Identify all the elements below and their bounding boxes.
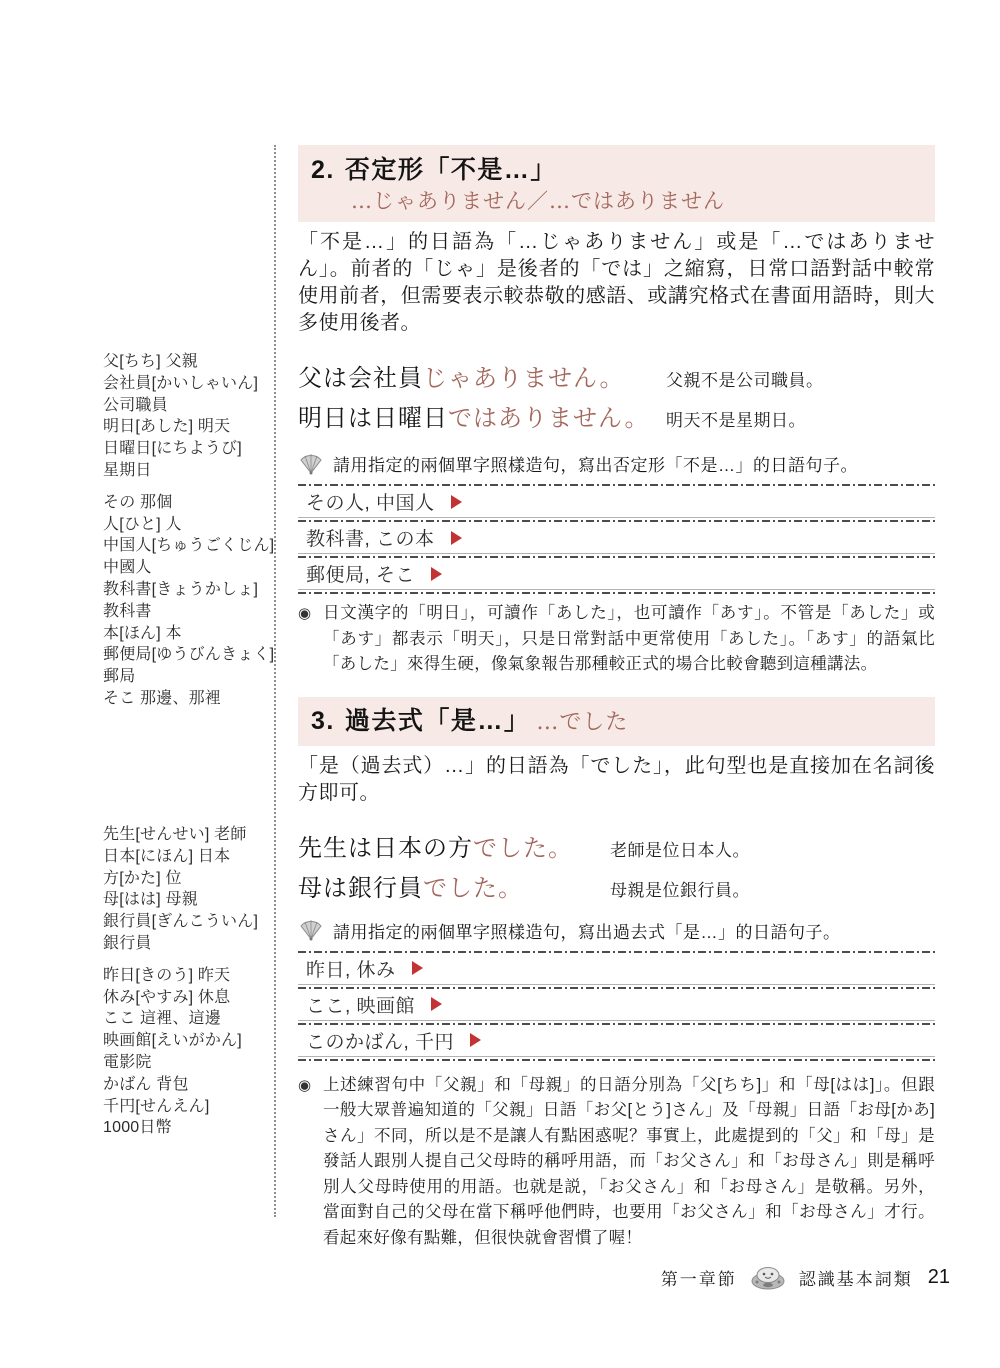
vocab-entry: 会社員[かいしゃいん] bbox=[103, 374, 259, 392]
vocab-entry: 郵便局[ゆうびんきょく] bbox=[103, 646, 275, 664]
vocab-entry: 日曜日[にちようび] bbox=[103, 440, 242, 458]
section-title: 否定形「不是…」 bbox=[344, 156, 557, 184]
example-sentence bbox=[298, 361, 935, 396]
section-body-text: 「不是…」的日語為「…じゃありません」或是「…ではありません」。前者的「じゃ」是後者的「では」之縮寫，日常口語對話中較常使用前者，但需要表示較恭敬的感語、或講究格式在書面用語時，則大多使用後者。 bbox=[298, 231, 935, 334]
vocab-entry: そこ 那邊、那裡 bbox=[103, 689, 222, 707]
answer-arrow-icon bbox=[451, 531, 462, 545]
vocab-entry: 映画館[えいがかん] bbox=[103, 1032, 242, 1050]
vocab-entry: 1000日幣 bbox=[103, 1119, 172, 1137]
example-translation: 父親不是公司職員。 bbox=[666, 371, 824, 390]
footer-section-title: 認識基本詞類 bbox=[798, 1269, 913, 1289]
note-bullet-icon: ◉ bbox=[298, 1076, 312, 1094]
vocab-entry: 中國人 bbox=[103, 559, 152, 577]
note-bullet-icon: ◉ bbox=[298, 605, 312, 622]
page-number: 21 bbox=[927, 1265, 950, 1288]
exercise-words: その人, 中国人 bbox=[306, 493, 435, 514]
vocab-entry: 日本[にほん] 日本 bbox=[103, 847, 231, 865]
answer-arrow-icon bbox=[470, 1033, 481, 1047]
vocab-sublist bbox=[103, 492, 279, 710]
section-number: 3. bbox=[311, 706, 335, 735]
vocab-sublist bbox=[103, 965, 279, 1139]
exercise-list bbox=[298, 951, 935, 1061]
vocab-entry: 銀行員[ぎんこういん] bbox=[103, 913, 259, 931]
footer-chapter: 第一章節 bbox=[660, 1269, 737, 1289]
vocab-entry: 公司職員 bbox=[103, 396, 168, 414]
exercise-row bbox=[298, 486, 935, 522]
vocab-entry: かばん 背包 bbox=[103, 1075, 189, 1093]
grammar-note bbox=[298, 601, 935, 678]
section-title-line bbox=[311, 705, 925, 739]
section-negative-form bbox=[298, 145, 935, 678]
section-header bbox=[298, 697, 935, 746]
section-number: 2. bbox=[311, 156, 335, 184]
answer-arrow-icon bbox=[431, 567, 442, 581]
section-subtitle-jp: …でした bbox=[536, 709, 629, 735]
vocab-entry: 先生[せんせい] 老師 bbox=[103, 826, 247, 843]
exercise-words: 昨日, 休み bbox=[306, 959, 396, 981]
example-jp: 母は銀行員 bbox=[298, 873, 423, 902]
exercise-row bbox=[298, 558, 935, 594]
vocab-entry: 千円[せんえん] bbox=[103, 1097, 210, 1115]
vocab-entry: 教科書 bbox=[103, 602, 152, 620]
exercise-prompt bbox=[298, 451, 935, 476]
exercise-prompt-text: 請用指定的兩個單字照樣造句，寫出過去式「是…」的日語句子。 bbox=[333, 922, 841, 942]
example-translation: 老師是位日本人。 bbox=[610, 840, 750, 860]
section-title-line bbox=[311, 154, 925, 186]
vocab-entry: 人[ひと] 人 bbox=[103, 515, 182, 533]
dashdot-separator bbox=[298, 1059, 935, 1061]
vocab-list-section2 bbox=[103, 351, 279, 710]
section-body-text: 「是（過去式）…」的日語為「でした」，此句型也是直接加在名詞後方即可。 bbox=[298, 754, 935, 804]
example-jp-highlight: でした。 bbox=[473, 833, 573, 862]
example-sentence bbox=[298, 871, 935, 906]
vocab-list-section3 bbox=[103, 824, 279, 1139]
example-jp: 先生は日本の方 bbox=[298, 833, 473, 862]
exercise-prompt bbox=[298, 918, 935, 943]
note-text: 日文漢字的「明日」，可讀作「あした」，也可讀作「あす」。不管是「あした」或「あす」都表示「明天」，只是日常對話中更常使用「あした」。「あす」的語氣比「あした」來得生硬，像氣象報告那種較正式的場合比較會聽到這種講法。 bbox=[323, 604, 935, 673]
example-translation: 明天不是星期日。 bbox=[666, 411, 806, 430]
note-text: 上述練習句中「父親」和「母親」的日語分別為「父[ちち]」和「母[はは]」。但跟一般大眾普遍知道的「父親」日語「お父[とう]さん」及「母親」日語「お母[かあ]さん」不同，所以是不是讓人有點困惑呢？事實上，此處提到的「父」和「母」是發話人跟別人提自己父母時的稱呼用語，而「お父さん」和「お母さん」則是稱呼別人父母時使用的用語。也就是説，「お父さん」和「お母さん」是敬稱。另外，當面對自己的父母在當下稱呼他們時，也要用「お父さん」和「お母さん」才行。看起來好像有點難，但很快就會習慣了喔！ bbox=[323, 1075, 935, 1247]
example-translation: 母親是位銀行員。 bbox=[610, 880, 750, 900]
example-jp-highlight: でした。 bbox=[423, 873, 523, 902]
vocab-entry: 星期日 bbox=[103, 461, 152, 479]
vocab-entry: ここ 這裡、這邊 bbox=[103, 1010, 222, 1028]
exercise-prompt-text: 請用指定的兩個單字照樣造句，寫出否定形「不是…」的日語句子。 bbox=[333, 456, 858, 475]
exercise-words: このかばん, 千円 bbox=[306, 1031, 455, 1053]
vertical-dotted-divider bbox=[274, 145, 276, 1217]
example-sentences bbox=[298, 361, 935, 436]
fan-icon bbox=[298, 918, 324, 942]
exercise-rows bbox=[298, 486, 935, 594]
answer-arrow-icon bbox=[412, 961, 423, 975]
vocab-entry: 教科書[きょうかしょ] bbox=[103, 580, 259, 598]
exercise-rows bbox=[298, 953, 935, 1061]
grammar-note bbox=[298, 1073, 935, 1252]
fan-icon bbox=[298, 452, 324, 476]
example-sentence bbox=[298, 831, 935, 866]
example-jp-highlight: ではありません。 bbox=[448, 404, 650, 432]
vocab-entry: 電影院 bbox=[103, 1053, 152, 1071]
example-jp-highlight: じゃありません。 bbox=[423, 364, 625, 392]
exercise-row bbox=[298, 522, 935, 558]
exercise-row bbox=[298, 953, 935, 989]
vocab-entry: 本[ほん] 本 bbox=[103, 624, 182, 642]
example-sentence bbox=[298, 401, 935, 436]
exercise-words: 教科書, この本 bbox=[306, 529, 435, 550]
page-footer bbox=[661, 1263, 950, 1291]
vocab-entry: 郵局 bbox=[103, 668, 136, 686]
vocab-entry: 明日[あした] 明天 bbox=[103, 418, 231, 436]
example-jp: 父は会社員 bbox=[298, 364, 423, 392]
exercise-row bbox=[298, 1025, 935, 1061]
section-past-tense bbox=[298, 697, 935, 1252]
dashdot-separator bbox=[298, 592, 935, 594]
example-sentences bbox=[298, 831, 935, 906]
exercise-list bbox=[298, 484, 935, 594]
exercise-words: 郵便局, そこ bbox=[306, 565, 416, 586]
answer-arrow-icon bbox=[431, 997, 442, 1011]
vocab-sublist bbox=[103, 824, 279, 955]
vocab-entry: 父[ちち] 父親 bbox=[103, 353, 198, 370]
vocab-sublist bbox=[103, 351, 279, 482]
section-header bbox=[298, 145, 935, 222]
exercise-words: ここ, 映画館 bbox=[306, 995, 416, 1017]
sushi-plate-icon bbox=[748, 1263, 788, 1291]
vocab-entry: 休み[やすみ] 休息 bbox=[103, 988, 231, 1006]
section-subtitle-jp: …じゃありません／…ではありません bbox=[351, 189, 725, 213]
answer-arrow-icon bbox=[451, 495, 462, 509]
vocab-entry: 昨日[きのう] 昨天 bbox=[103, 966, 231, 984]
vocab-entry: 中国人[ちゅうごくじん] bbox=[103, 537, 275, 555]
vocab-entry: 母[はは] 母親 bbox=[103, 891, 198, 909]
vocab-entry: 方[かた] 位 bbox=[103, 869, 182, 887]
exercise-row bbox=[298, 989, 935, 1025]
vocab-entry: その 那個 bbox=[103, 493, 173, 511]
section-title: 過去式「是…」 bbox=[344, 706, 531, 735]
vocab-entry: 銀行員 bbox=[103, 934, 152, 952]
example-jp: 明日は日曜日 bbox=[298, 404, 448, 432]
